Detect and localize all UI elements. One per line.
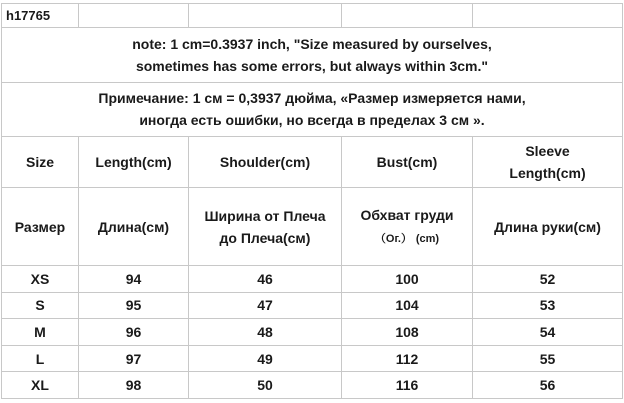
header-bust: Bust(cm) <box>342 137 473 188</box>
size-cell: S <box>2 292 79 319</box>
header-row-russian <box>2 188 623 266</box>
note-english-row <box>2 28 623 82</box>
note-russian <box>2 82 623 136</box>
size-chart-table <box>1 3 623 399</box>
size-cell: XL <box>2 372 79 399</box>
header-shoulder-ru-line-1: Ширина от Плеча <box>204 207 326 224</box>
note-english-line-1: note: 1 cm=0.3937 inch, "Size measured by ourselves, <box>132 36 492 53</box>
table-row <box>2 292 623 319</box>
shoulder-cell: 46 <box>189 265 342 292</box>
sleeve-cell: 54 <box>473 319 623 346</box>
bust-cell: 100 <box>342 265 473 292</box>
header-shoulder-ru <box>189 188 342 266</box>
header-shoulder: Shoulder(cm) <box>189 137 342 188</box>
shoulder-cell: 49 <box>189 345 342 372</box>
length-cell: 94 <box>79 265 189 292</box>
shoulder-cell: 50 <box>189 372 342 399</box>
empty-cell <box>473 4 623 28</box>
size-cell: M <box>2 319 79 346</box>
header-length: Length(cm) <box>79 137 189 188</box>
sleeve-cell: 55 <box>473 345 623 372</box>
header-sleeve-ru: Длина руки(см) <box>473 188 623 266</box>
header-size: Size <box>2 137 79 188</box>
bust-cell: 112 <box>342 345 473 372</box>
header-size-ru: Размер <box>2 188 79 266</box>
header-row-english <box>2 137 623 188</box>
note-english <box>2 28 623 82</box>
table-row <box>2 319 623 346</box>
header-shoulder-ru-line-2: до Плеча(см) <box>219 229 311 246</box>
size-cell: XS <box>2 265 79 292</box>
table-row <box>2 265 623 292</box>
header-bust-ru-abbr: （Ог.） <box>374 232 412 245</box>
header-sleeve-line-1: Sleeve <box>525 143 570 160</box>
header-bust-ru-unit: (cm) <box>415 232 440 245</box>
header-length-ru: Длина(см) <box>79 188 189 266</box>
length-cell: 96 <box>79 319 189 346</box>
table-row <box>2 345 623 372</box>
header-bust-ru <box>342 188 473 266</box>
header-bust-ru-line-1: Обхват груди <box>360 206 454 223</box>
note-english-line-2: sometimes has some errors, but always within 3cm." <box>135 58 489 75</box>
sleeve-cell: 56 <box>473 372 623 399</box>
length-cell: 97 <box>79 345 189 372</box>
size-cell: L <box>2 345 79 372</box>
note-russian-line-2: иногда есть ошибки, но всегда в пределах 3 см ». <box>139 112 485 129</box>
note-russian-line-1: Примечание: 1 см = 0,3937 дюйма, «Размер измеряется нами, <box>98 90 526 107</box>
header-sleeve <box>473 137 623 188</box>
table-row <box>2 372 623 399</box>
shoulder-cell: 48 <box>189 319 342 346</box>
length-cell: 95 <box>79 292 189 319</box>
length-cell: 98 <box>79 372 189 399</box>
bust-cell: 104 <box>342 292 473 319</box>
empty-cell <box>342 4 473 28</box>
item-code: h17765 <box>2 4 79 28</box>
empty-cell <box>79 4 189 28</box>
header-sleeve-line-2: Length(cm) <box>509 165 586 182</box>
item-code-row <box>2 4 623 28</box>
bust-cell: 108 <box>342 319 473 346</box>
shoulder-cell: 47 <box>189 292 342 319</box>
sleeve-cell: 53 <box>473 292 623 319</box>
empty-cell <box>189 4 342 28</box>
note-russian-row <box>2 82 623 136</box>
bust-cell: 116 <box>342 372 473 399</box>
sleeve-cell: 52 <box>473 265 623 292</box>
